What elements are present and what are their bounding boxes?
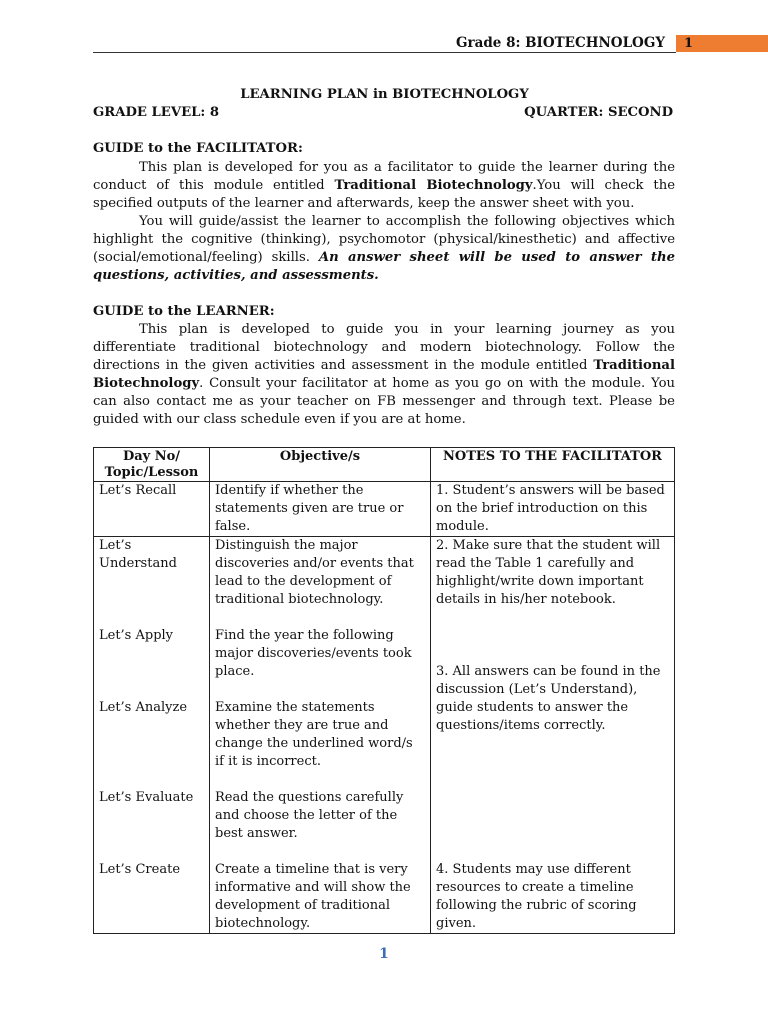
col-header-notes: NOTES TO THE FACILITATOR <box>431 448 675 482</box>
note-2: 2. Make sure that the student will read the Table 1 carefully and highlight/write down important details in his/her notebook. <box>436 538 661 607</box>
objective-analyze: Examine the statements whether they are true and change the underlined word/s if it is incorrect. <box>215 700 413 769</box>
facilitator-guide-text <box>93 159 675 285</box>
learner-paragraph: This plan is developed to guide you in your learning journey as you differentiate traditional biotechnology and modern biotechnology. Follow the directions in the given activities and assessment in the module entitled Traditional Biotechnology. Consult your facilitator at home as you go on with the module. You can also contact me as your teacher on FB messenger and through text. Please be guided with our class schedule even if you are at home. <box>93 322 675 427</box>
grade-quarter-line <box>93 105 673 120</box>
document-title: LEARNING PLAN in BIOTECHNOLOGY <box>240 87 529 102</box>
lesson-create: Let’s Create <box>99 862 181 877</box>
learner-guide-text <box>93 321 675 429</box>
facilitator-paragraph-2: You will guide/assist the learner to accomplish the following objectives which highlight the cognitive (thinking), psychomotor (physical/kinesthetic) and affective (social/emotional/feeling) skills. An answer sheet will be used to answer the questions, activities, and assessments. <box>93 214 675 283</box>
day-cell <box>94 537 210 934</box>
page-number-tab <box>676 35 768 52</box>
note-cell <box>431 537 675 934</box>
learning-plan-table <box>93 447 675 934</box>
note-cell: 1. Student’s answers will be based on the brief introduction on this module. <box>431 482 675 537</box>
answer-sheet-note: An answer sheet will be used to answer the questions, activities, and assessments. <box>93 250 675 283</box>
table-header-row <box>94 448 675 482</box>
lesson-understand: Let’s Understand <box>99 538 177 571</box>
objective-apply: Find the year the following major discoveries/events took place. <box>215 628 412 679</box>
table-row <box>94 537 675 934</box>
module-name-bold: Traditional Biotechnology <box>334 178 533 193</box>
lesson-apply: Let’s Apply <box>99 628 174 643</box>
footer-page-number: 1 <box>379 946 389 962</box>
note-4: 4. Students may use different resources to create a timeline following the rubric of scoring given. <box>436 862 637 931</box>
header-page-number: 1 <box>684 36 694 51</box>
col-header-day: Day No/ Topic/Lesson <box>94 448 210 482</box>
day-cell: Let’s Recall <box>94 482 210 537</box>
col-header-objectives: Objective/s <box>210 448 431 482</box>
learner-heading: GUIDE to the LEARNER: <box>93 304 275 319</box>
objective-cell: Identify if whether the statements given are true or false. <box>210 482 431 537</box>
running-header-title: Grade 8: BIOTECHNOLOGY <box>455 35 665 51</box>
lesson-evaluate: Let’s Evaluate <box>99 790 194 805</box>
objective-cell <box>210 537 431 934</box>
grade-level: GRADE LEVEL: 8 <box>93 105 220 120</box>
note-3: 3. All answers can be found in the discussion (Let’s Understand), guide students to answer the questions/items correctly. <box>436 664 661 733</box>
table-row <box>94 482 675 537</box>
facilitator-paragraph-1: This plan is developed for you as a facilitator to guide the learner during the conduct of this module entitled Traditional Biotechnology.You will check the specified outputs of the learner and afterwards, keep the answer sheet with you. <box>93 160 675 211</box>
lesson-analyze: Let’s Analyze <box>99 700 188 715</box>
objective-understand: Distinguish the major discoveries and/or events that lead to the development of traditional biotechnology. <box>215 538 414 607</box>
objective-create: Create a timeline that is very informative and will show the development of traditional biotechnology. <box>215 862 411 931</box>
module-name-bold: Traditional Biotechnology <box>93 358 675 391</box>
header-rule <box>93 52 676 53</box>
facilitator-heading: GUIDE to the FACILITATOR: <box>93 141 303 156</box>
objective-evaluate: Read the questions carefully and choose the letter of the best answer. <box>215 790 404 841</box>
quarter: QUARTER: SECOND <box>524 105 673 120</box>
